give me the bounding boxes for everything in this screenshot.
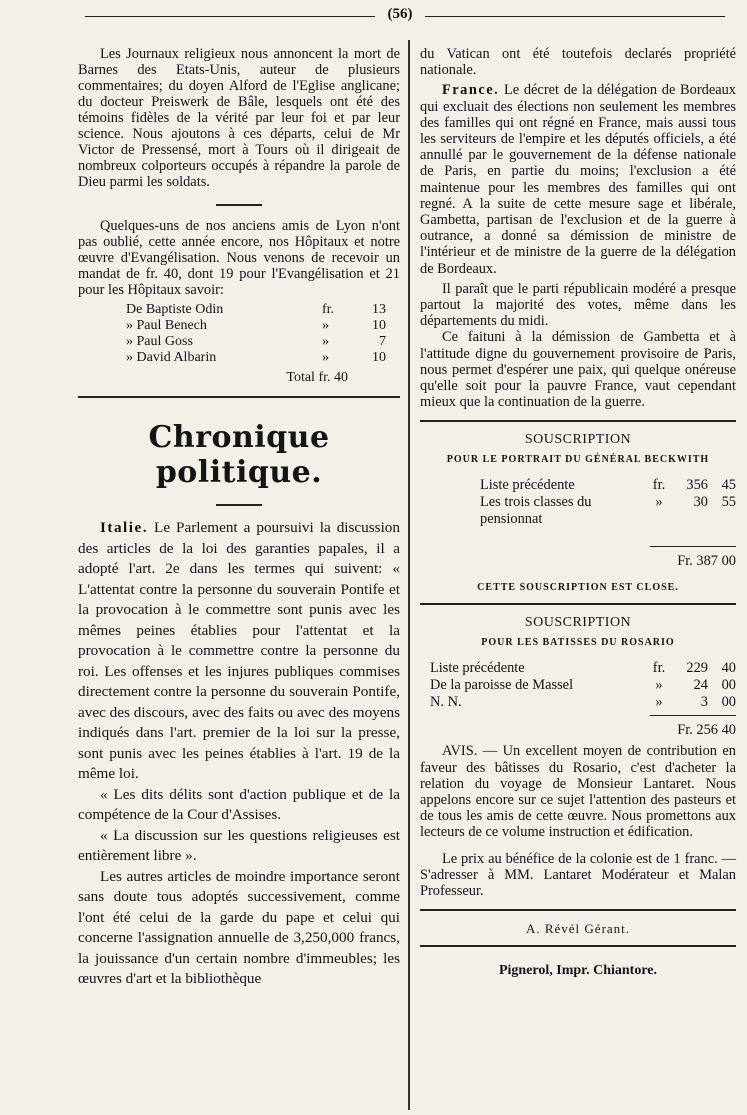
price-paragraph: Le prix au bénéfice de la colonie est de 1 franc. — S'adresser à MM. Lantaret Modérateur et Malan Professeur. — [420, 850, 736, 900]
total-rule — [650, 715, 736, 716]
subscription-beckwith — [420, 432, 736, 593]
subscription-row: Les trois classes du pensionnat » 30 55 — [480, 494, 736, 528]
page-header — [85, 6, 725, 26]
donation-row: » Paul Benech » 10 — [126, 318, 386, 333]
right-column — [420, 46, 736, 979]
donation-row: » David Albarin » 10 — [126, 350, 386, 365]
separator — [216, 504, 262, 506]
italy-paragraph: Italie. Le Parlement a poursuivi la discussion des articles de la loi des garanties papales, il a adopté l'art. 2e dans les termes qui suivent: « L'attentat contre la personne du souverain Pontife et la provocation à le commettre sont punis avec les mêmes peines établies pour l'attentat et la provocation à le commettre contre la personne du roi. Les offenses et les injures publiques commises directement contre la personne du souverain Pontife, avec des discours, avec des faits ou avec des moyens indiqués dans l'art. premier de la loi sur la presse, sont punis avec les peines établies à l'art. 19 de la même loi. — [78, 519, 400, 782]
france-paragraph: France. Le décret de la délégation de Bordeaux qui excluait des élections non seulement les membres des familles qui ont régné en France, mais aussi tous les serviteurs de l'empire et les députés officiels, a été annullé par le gouvernement de la défense nationale de Paris, en partie du moins; l'exclusion a été maintenue pour les membres des familles qui ont regné. A la suite de cette mesure sage et libérale, Gambetta, partisan de l'exclusion et de la guerre à outrance, a donné sa démission de ministre de l'intérieur et de ministre de la guerre de la délégation de Bordeaux. — [420, 82, 736, 277]
section-rule — [78, 396, 400, 398]
peace-paragraph: Ce faituni à la démission de Gambetta et à l'attitude digne du gouvernement provisoire de Paris, nous permet d'espérer une paix, qui quelque onéreuse qu'elle soit pour la pauvre France, vaut cependant mieux que la continuation de la guerre. — [420, 329, 736, 411]
subscription-row: N. N. » 3 00 — [430, 694, 736, 711]
donation-list — [126, 302, 386, 366]
avis-paragraph: AVIS. — Un excellent moyen de contribution en faveur des bâtisses du Rosario, c'est d'acheter la relation du voyage de Monsieur Lantaret. Nous appelons encore sur ce sujet l'attention des pasteurs et de tous les amis de cette œuvre. Nous promettons aux lecteurs de ce volume instruction et édification. — [420, 743, 736, 841]
total-rule — [650, 546, 736, 547]
obituary-paragraph: Les Journaux religieux nous annoncent la mort de Barnes des Etats-Unis, auteur de plusieurs commentaires; du doyen Alford de l'Eglise anglicane; du docteur Preiswerk de Bâle, lesquels ont été des témoins fidèles de la vérité par leur foi et par leur science. Nous ajoutons à ces départs, celui de Mr Victor de Pressensé, mort à Tours où il dirigeait de nombreux colporteurs occupés à répandre la parole de Dieu parmi les soldats. — [78, 46, 400, 190]
page-number: (56) — [387, 6, 413, 22]
subscription-rosario — [420, 615, 736, 739]
header-rule-right — [425, 16, 725, 17]
subscription-row: Liste précédente fr. 229 40 — [430, 660, 736, 677]
italy-paragraph: « Les dits délits sont d'action publique et de la compétence de la Cour d'Assises. — [78, 785, 400, 823]
column-divider — [408, 40, 410, 1110]
republican-paragraph: Il paraît que le parti républicain modéré a presque partout la majorité des votes, même dans les départements du midi. — [420, 280, 736, 330]
italy-label: Italie. — [100, 519, 149, 536]
signature: A. Révél Gérant. — [525, 921, 631, 937]
section-rule — [420, 945, 736, 947]
italy-paragraph: Les autres articles de moindre importance seront sans doute tous adoptés successivement, comme l'ont été celui de la garde du pape et celui qui concerne l'assignation annuelle de 3,250,000 francs, la jouissance d'un certain nombre d'immeubles; les œuvres d'art et la bibliothèque — [78, 867, 400, 987]
vatican-continuation: du Vatican ont été toutefois declarés propriété nationale. — [420, 46, 736, 79]
header-rule-left — [85, 16, 375, 17]
subscription-total: Fr. 387 00 — [677, 553, 736, 570]
separator — [216, 204, 262, 206]
section-rule — [420, 909, 736, 911]
donation-row: » Paul Goss » 7 — [126, 334, 386, 349]
france-label: France. — [442, 82, 500, 99]
section-rule — [420, 603, 736, 605]
subscription-subtitle: POUR LE PORTRAIT DU GÉNÉRAL BECKWITH — [446, 454, 710, 466]
subscription-row: De la paroisse de Massel » 24 00 — [430, 677, 736, 694]
subscription-title: SOUSCRIPTION — [524, 615, 632, 631]
left-column — [78, 46, 400, 990]
subscription-total: Fr. 256 40 — [677, 722, 736, 739]
subscription-subtitle: POUR LES BATISSES DU ROSARIO — [481, 637, 675, 649]
lyon-paragraph: Quelques-uns de nos anciens amis de Lyon n'ont pas oublié, cette année encore, nos Hôpitaux et notre œuvre d'Evangélisation. Nous venons de recevoir un mandat de fr. 40, dont 19 pour l'Evangélisation et 21 pour les Hôpitaux savoir: — [78, 218, 400, 298]
subscription-note: CETTE SOUSCRIPTION EST CLOSE. — [477, 582, 679, 594]
subscription-title: SOUSCRIPTION — [524, 432, 632, 448]
italy-paragraph: « La discussion sur les questions religieuses est entièrement libre ». — [78, 826, 400, 864]
printer-imprint: Pignerol, Impr. Chiantore. — [498, 963, 658, 979]
subscription-row: Liste précédente fr. 356 45 — [480, 477, 736, 494]
italy-section — [78, 518, 400, 990]
section-rule — [420, 420, 736, 422]
section-title: Chronique politique. — [148, 420, 330, 490]
donation-total: Total fr. 40 — [286, 370, 348, 385]
donation-row: De Baptiste Odin fr. 13 — [126, 302, 386, 317]
